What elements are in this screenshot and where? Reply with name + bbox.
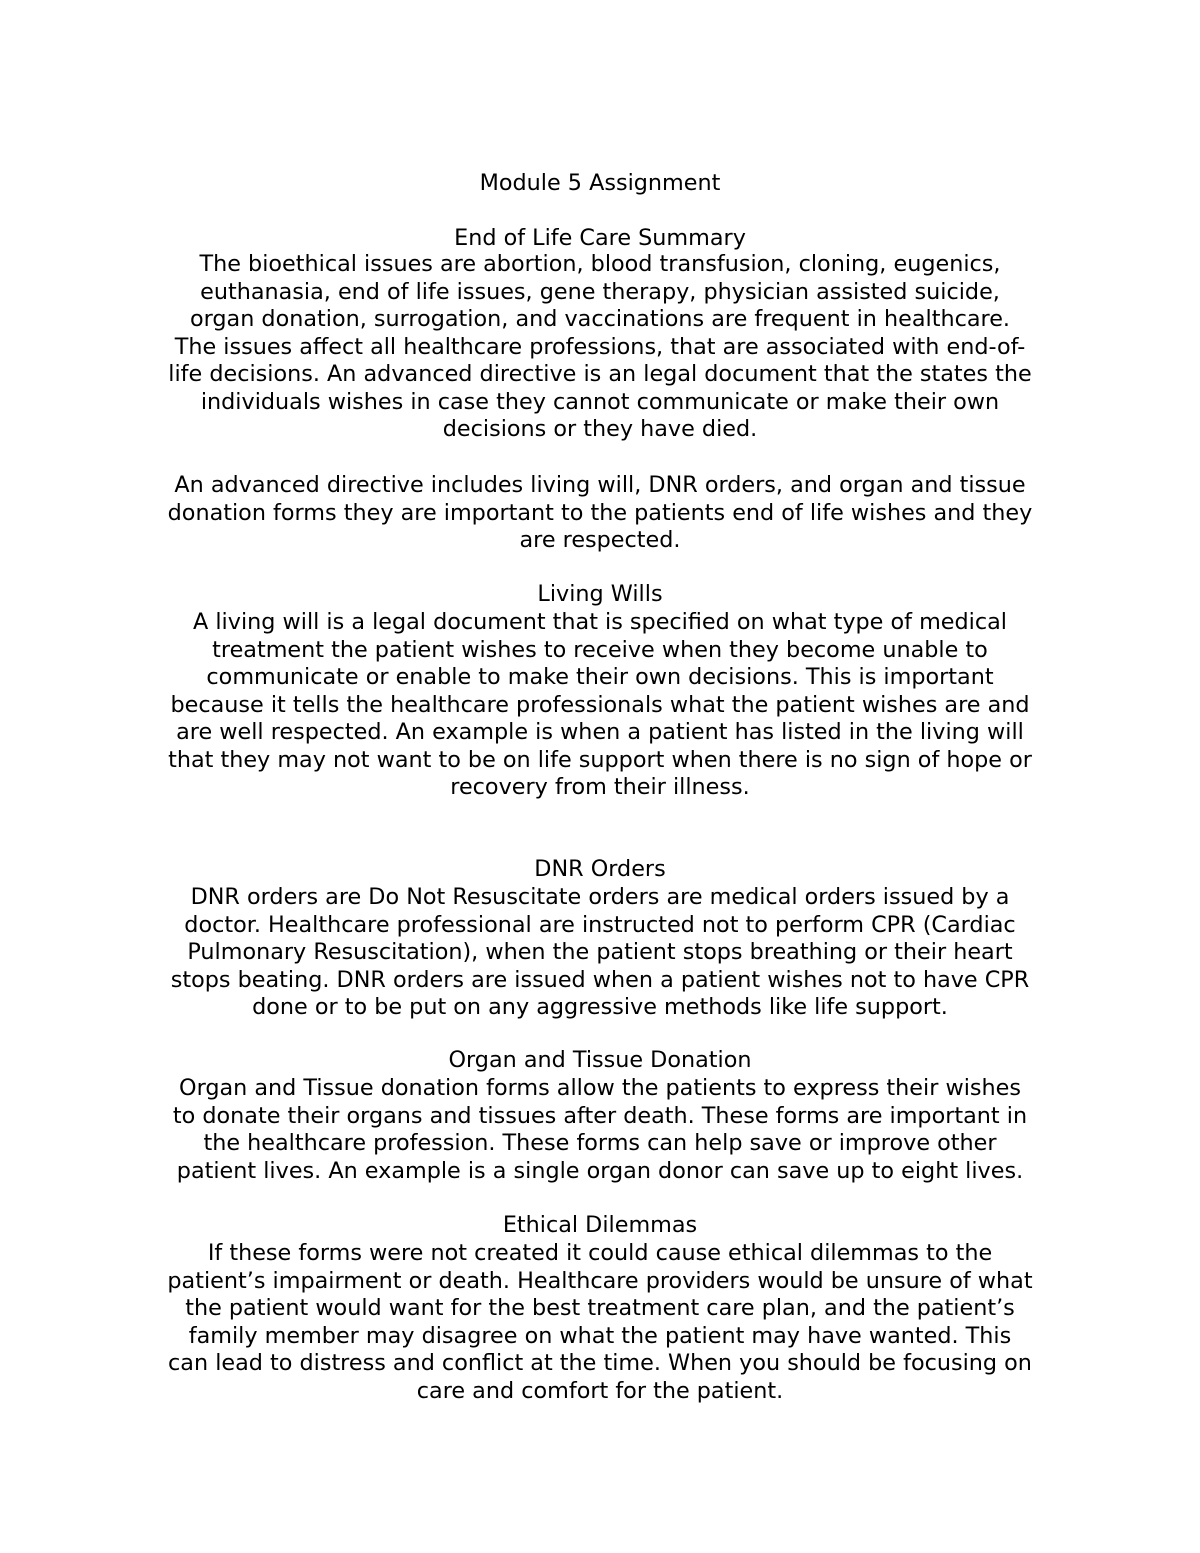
intro-paragraph: The bioethical issues are abortion, blood transfusion, cloning, eugenics, euthanasia, end of life issues, gene therapy, physician assisted suicide, organ donation, surrogation, and vaccinations are frequent in healthcare. The issues affect all healthcare professions, that are associated with end-of- life decisions. An advanced directive is an legal document that the states the individuals wishes in case they cannot communicate or make their own decisions or they have died.	[168, 251, 1032, 442]
section-heading-organ-donation: Organ and Tissue Donation	[448, 1047, 752, 1073]
section-body-living-wills: A living will is a legal document that is specified on what type of medical treatment the patient wishes to receive when they become unable to communicate or enable to make their own decisions. This is important because it tells the healthcare professionals what the patient wishes are and are well respected. An example is when a patient has listed in the living will that they may not want to be on life support when there is no sign of hope or recovery from their illness.	[168, 609, 1032, 800]
advance-directive-paragraph: An advanced directive includes living will, DNR orders, and organ and tissue donation forms they are important to the patients end of life wishes and they are respected.	[167, 472, 1033, 553]
section-heading-dnr-orders: DNR Orders	[534, 856, 666, 882]
document-subtitle: End of Life Care Summary	[454, 224, 746, 251]
section-body-ethical-dilemmas: If these forms were not created it could cause ethical dilemmas to the patient’s impairment or death. Healthcare providers would be unsure of what the patient would want for the best treatment care plan, and the patient’s family member may disagree on what the patient may have wanted. This can lead to distress and conflict at the time. When you should be focusing on care and comfort for the patient.	[167, 1240, 1033, 1404]
section-heading-ethical-dilemmas: Ethical Dilemmas	[502, 1212, 698, 1238]
section-heading-living-wills: Living Wills	[537, 581, 663, 607]
section-body-dnr-orders: DNR orders are Do Not Resuscitate orders are medical orders issued by a doctor. Healthcare professional are instructed not to perform CPR (Cardiac Pulmonary Resuscitation), when the patient stops breathing or their heart stops beating. DNR orders are issued when a patient wishes not to have CPR done or to be put on any aggressive methods like life support.	[170, 884, 1030, 1020]
document-title: Module 5 Assignment	[479, 169, 721, 196]
section-body-organ-donation: Organ and Tissue donation forms allow the patients to express their wishes to donate their organs and tissues after death. These forms are important in the healthcare profession. These forms can help save or improve other patient lives. An example is a single organ donor can save up to eight lives.	[172, 1075, 1028, 1184]
